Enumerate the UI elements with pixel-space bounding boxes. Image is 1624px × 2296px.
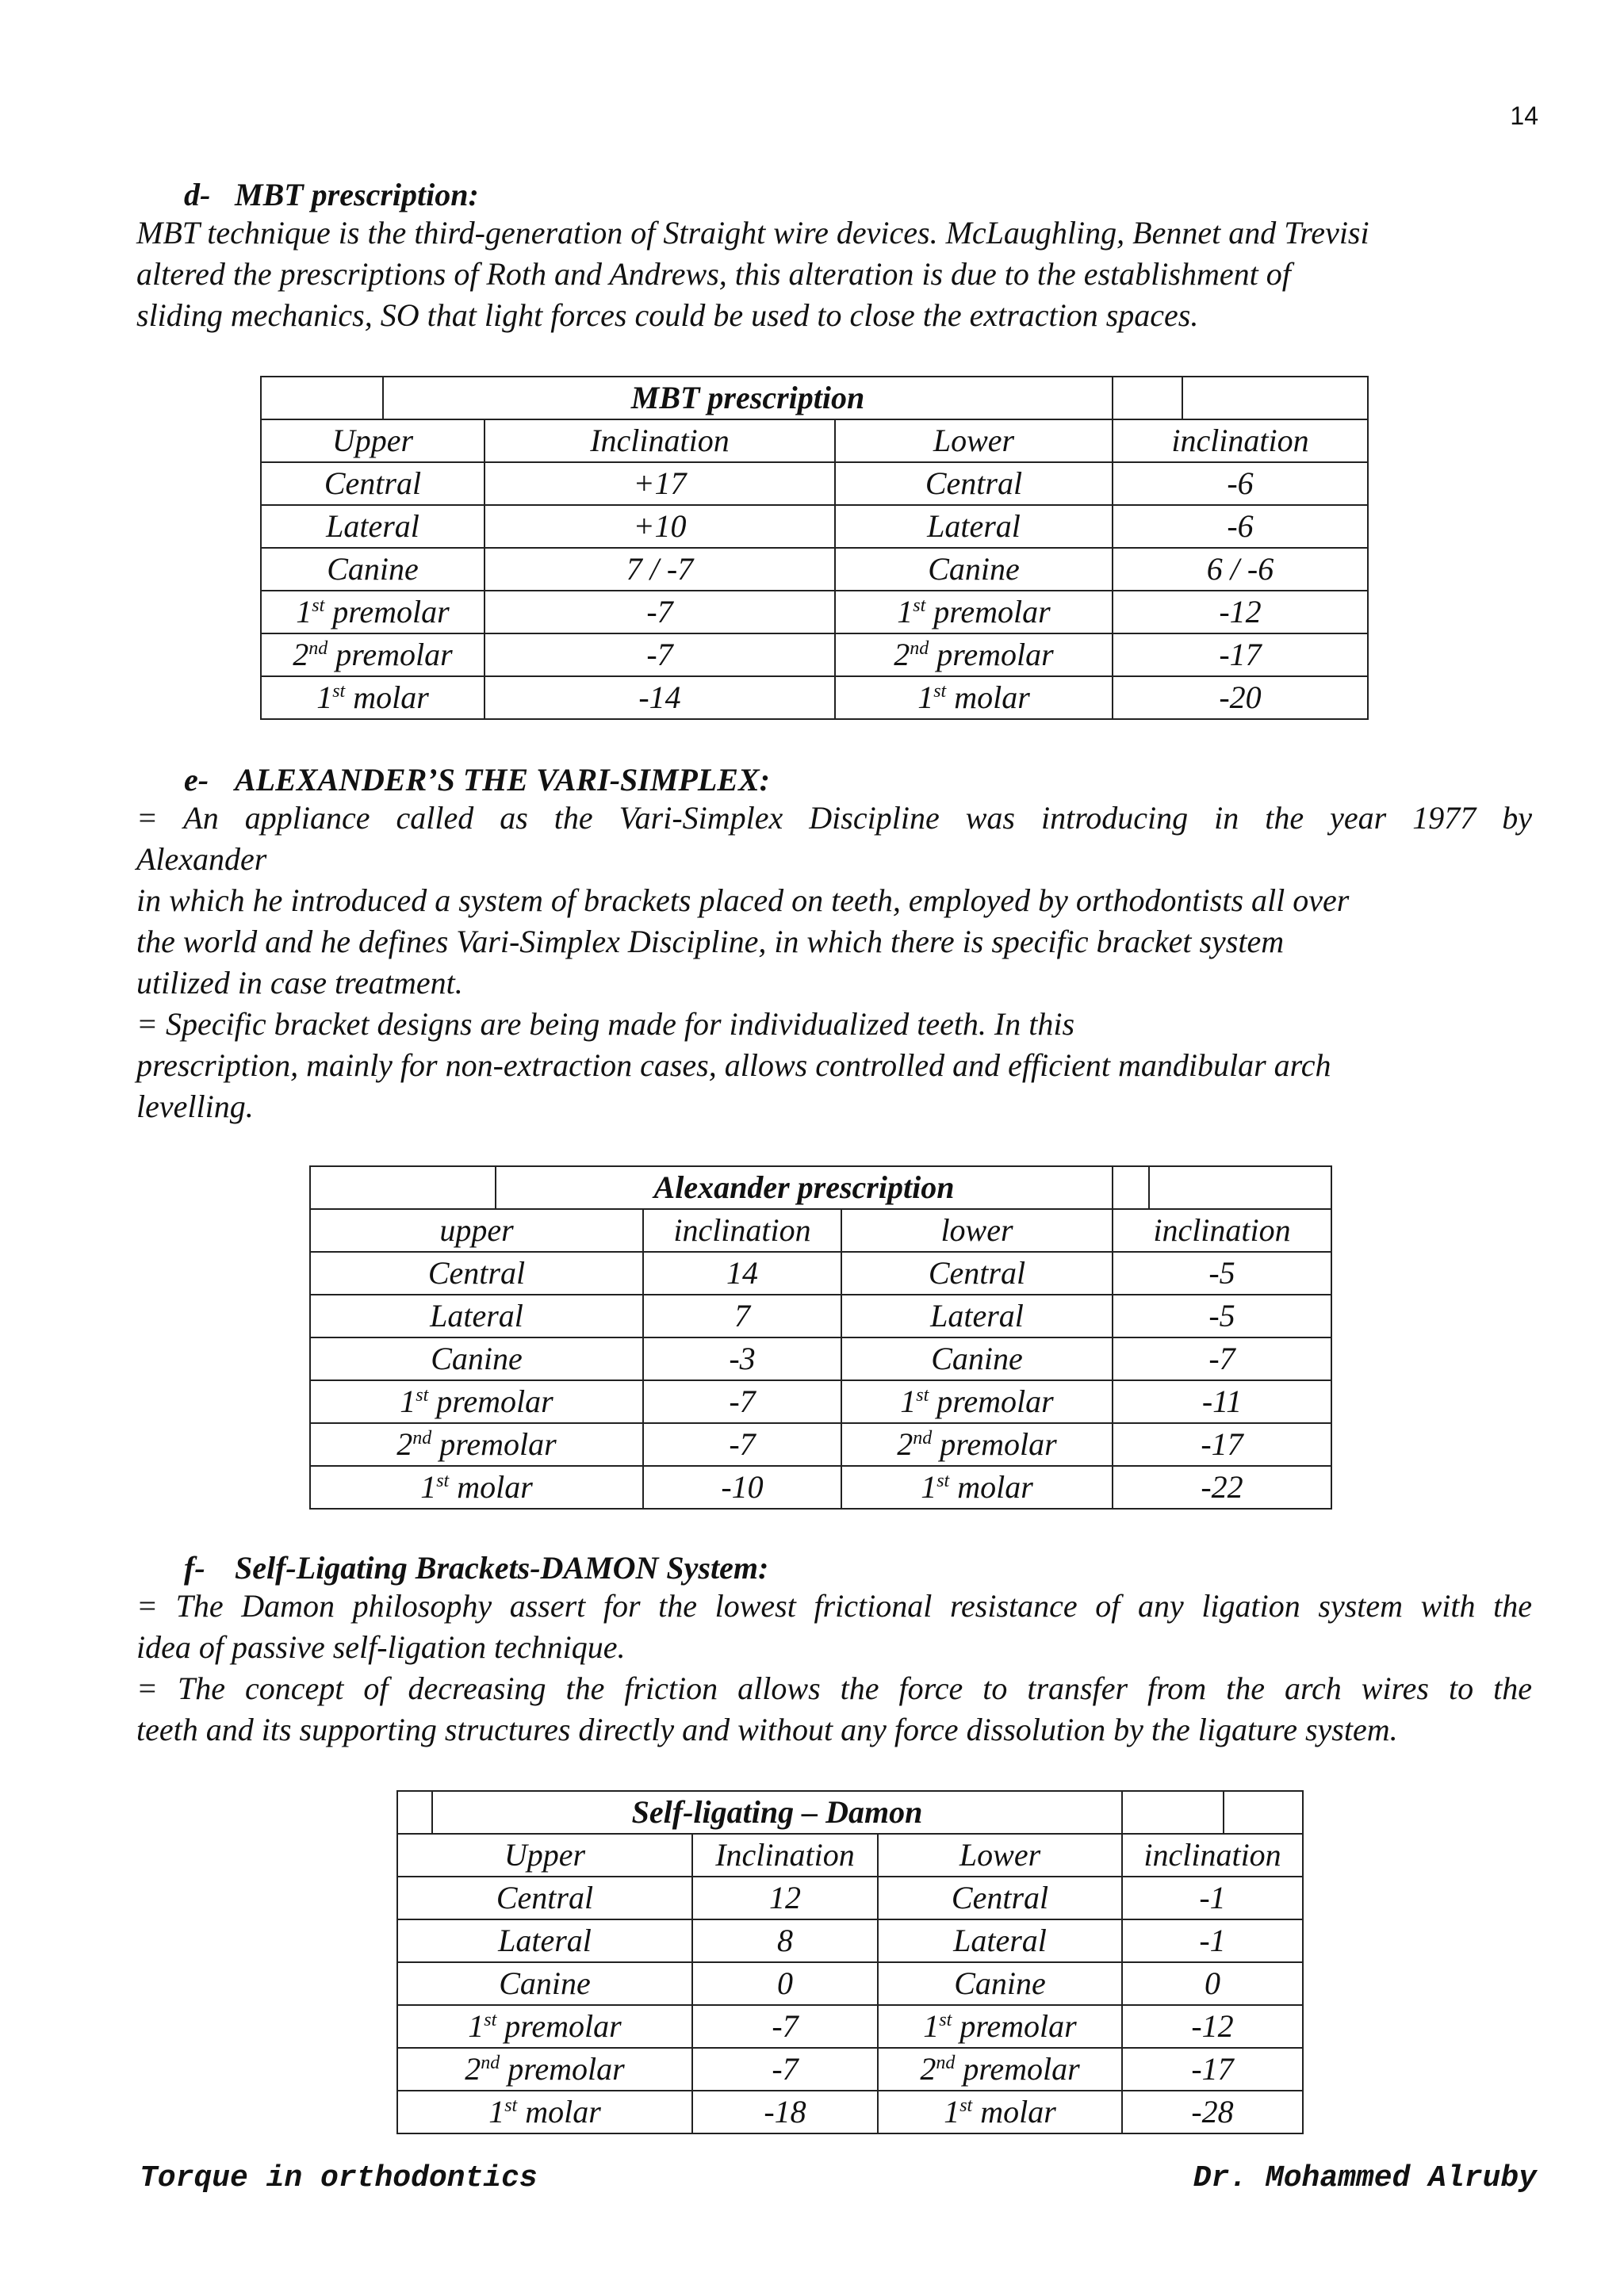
tooth-label: premolar [955, 2051, 1080, 2087]
lower-inclination-cell: -17 [1113, 1423, 1331, 1466]
paragraph-line: idea of passive self-ligation technique. [136, 1629, 626, 1665]
upper-tooth-cell [261, 676, 485, 719]
upper-inclination-cell: -7 [643, 1380, 841, 1423]
section-e-heading [184, 761, 770, 798]
table-row [397, 2048, 1303, 2091]
upper-tooth-cell [397, 2048, 692, 2091]
paragraph-line: teeth and its supporting structures directly and without any force dissolution by the ligature system. [136, 1712, 1398, 1747]
lower-inclination-cell: -22 [1113, 1466, 1331, 1509]
table-row [261, 591, 1368, 633]
paragraph-line: = Specific bracket designs are being made for individualized teeth. In this [136, 1006, 1075, 1042]
tooth-label: Central [925, 465, 1023, 501]
footer-title: Torque in orthodontics [140, 2161, 538, 2195]
table-header-row [310, 1209, 1331, 1252]
mbt-prescription-table [260, 376, 1369, 720]
column-header: inclination [1122, 1834, 1303, 1877]
tooth-label: Central [496, 1880, 594, 1915]
column-header: inclination [1113, 419, 1368, 462]
table-row [310, 1466, 1331, 1509]
empty-cell [1182, 377, 1368, 419]
tooth-label: 1 [944, 2094, 960, 2130]
tooth-label: Central [951, 1880, 1049, 1915]
lower-tooth-cell [878, 1877, 1122, 1919]
upper-tooth-cell [397, 2091, 692, 2133]
lower-inclination-cell: -12 [1122, 2005, 1303, 2048]
table-title: MBT prescription [383, 377, 1113, 419]
paragraph-line: Alexander [136, 841, 267, 877]
ordinal-suffix: nd [936, 2053, 956, 2073]
section-e-title: ALEXANDER’S THE VARI-SIMPLEX: [235, 762, 770, 798]
lower-inclination-cell: -1 [1122, 1877, 1303, 1919]
tooth-label: molar [449, 1469, 533, 1505]
table-row [261, 676, 1368, 719]
tooth-label: 2 [465, 2051, 481, 2087]
column-header: Lower [878, 1834, 1122, 1877]
table-row [397, 1962, 1303, 2005]
column-header: upper [310, 1209, 643, 1252]
tooth-label: premolar [929, 637, 1054, 672]
damon-prescription-table [396, 1790, 1304, 2134]
section-d-paragraph [136, 212, 1532, 336]
upper-inclination-cell: -3 [643, 1337, 841, 1380]
ordinal-suffix: st [959, 2095, 973, 2116]
upper-tooth-cell [397, 1919, 692, 1962]
empty-cell [1149, 1166, 1331, 1209]
upper-tooth-cell [261, 462, 485, 505]
ordinal-suffix: st [936, 1471, 950, 1491]
empty-cell [1113, 1166, 1149, 1209]
ordinal-suffix: st [312, 595, 325, 616]
tooth-label: Lateral [326, 508, 419, 544]
ordinal-suffix: st [933, 681, 947, 702]
lower-inclination-cell: -28 [1122, 2091, 1303, 2133]
section-f-heading [184, 1549, 768, 1586]
tooth-label: Lateral [930, 1298, 1024, 1334]
tooth-label: 1 [921, 1469, 937, 1505]
tooth-label: Lateral [953, 1923, 1047, 1958]
table-title: Alexander prescription [496, 1166, 1113, 1209]
tooth-label: premolar [952, 2008, 1077, 2044]
upper-tooth-cell [310, 1380, 643, 1423]
upper-inclination-cell: -7 [643, 1423, 841, 1466]
table-row [261, 548, 1368, 591]
upper-tooth-cell [261, 505, 485, 548]
table-title-row [310, 1166, 1331, 1209]
lower-inclination-cell: -5 [1113, 1252, 1331, 1295]
upper-tooth-cell [397, 1877, 692, 1919]
table-row [310, 1337, 1331, 1380]
lower-tooth-cell [841, 1337, 1113, 1380]
tooth-label: Canine [931, 1341, 1023, 1376]
upper-inclination-cell: 8 [692, 1919, 878, 1962]
lower-tooth-cell [878, 1919, 1122, 1962]
section-d-heading [184, 176, 479, 213]
tooth-label: premolar [925, 594, 1051, 629]
upper-tooth-cell [261, 548, 485, 591]
lower-inclination-cell: -20 [1113, 676, 1368, 719]
ordinal-suffix: nd [913, 1428, 933, 1448]
table-row [310, 1380, 1331, 1423]
lower-inclination-cell: -1 [1122, 1919, 1303, 1962]
paragraph-line: utilized in case treatment. [136, 965, 463, 1001]
lower-tooth-cell [841, 1295, 1113, 1337]
lower-inclination-cell: -7 [1113, 1337, 1331, 1380]
lower-tooth-cell [878, 2048, 1122, 2091]
lower-inclination-cell: 0 [1122, 1962, 1303, 2005]
upper-tooth-cell [310, 1337, 643, 1380]
paragraph-line: MBT technique is the third-generation of Straight wire devices. McLaughling, Bennet and Trevisi [136, 215, 1369, 251]
section-d-letter: d- [184, 177, 211, 212]
tooth-label: 1 [296, 594, 312, 629]
lower-inclination-cell: -5 [1113, 1295, 1331, 1337]
ordinal-suffix: st [416, 1385, 429, 1406]
ordinal-suffix: st [436, 1471, 450, 1491]
table-header-row [261, 419, 1368, 462]
column-header: lower [841, 1209, 1113, 1252]
lower-tooth-cell [835, 676, 1113, 719]
empty-cell [261, 377, 383, 419]
table-row [261, 462, 1368, 505]
paragraph-line: levelling. [136, 1089, 254, 1124]
tooth-label: premolar [932, 1426, 1057, 1462]
tooth-label: premolar [929, 1383, 1054, 1419]
lower-tooth-cell [841, 1252, 1113, 1295]
upper-inclination-cell: +10 [485, 505, 835, 548]
paragraph-line: sliding mechanics, SO that light forces could be used to close the extraction spaces. [136, 297, 1199, 333]
lower-inclination-cell: -12 [1113, 591, 1368, 633]
column-header: Upper [261, 419, 485, 462]
table-row [261, 505, 1368, 548]
table-title-row [261, 377, 1368, 419]
lower-tooth-cell [878, 2091, 1122, 2133]
ordinal-suffix: st [484, 2010, 497, 2030]
section-f-paragraph [136, 1586, 1532, 1751]
upper-inclination-cell: 7 [643, 1295, 841, 1337]
paragraph-line: = The Damon philosophy assert for the lowest frictional resistance of any ligation system with the [136, 1588, 1532, 1624]
tooth-label: Canine [928, 551, 1020, 587]
lower-tooth-cell [835, 548, 1113, 591]
tooth-label: Canine [954, 1965, 1046, 2001]
lower-inclination-cell: 6 / -6 [1113, 548, 1368, 591]
tooth-label: Canine [499, 1965, 591, 2001]
upper-tooth-cell [310, 1295, 643, 1337]
tooth-label: molar [946, 679, 1030, 715]
paragraph-line: in which he introduced a system of brackets placed on teeth, employed by orthodontists all over [136, 882, 1350, 918]
tooth-label: molar [972, 2094, 1056, 2130]
tooth-label: 1 [420, 1469, 437, 1505]
lower-tooth-cell [841, 1380, 1113, 1423]
empty-cell [1113, 377, 1182, 419]
empty-cell [1122, 1791, 1224, 1834]
table-row [397, 1877, 1303, 1919]
lower-tooth-cell [835, 505, 1113, 548]
tooth-label: molar [345, 679, 429, 715]
tooth-label: 2 [396, 1426, 413, 1462]
tooth-label: premolar [500, 2051, 625, 2087]
lower-inclination-cell: -6 [1113, 462, 1368, 505]
upper-inclination-cell: -7 [485, 591, 835, 633]
alexander-prescription-table [309, 1165, 1332, 1510]
tooth-label: molar [517, 2094, 601, 2130]
tooth-label: Central [324, 465, 422, 501]
tooth-label: Canine [327, 551, 419, 587]
tooth-label: 1 [468, 2008, 485, 2044]
lower-tooth-cell [835, 633, 1113, 676]
page-number: 14 [1510, 101, 1538, 130]
lower-inclination-cell: -17 [1113, 633, 1368, 676]
lower-tooth-cell [835, 591, 1113, 633]
upper-inclination-cell: -7 [692, 2048, 878, 2091]
lower-tooth-cell [878, 2005, 1122, 2048]
paragraph-line: prescription, mainly for non-extraction cases, allows controlled and efficient mandibular arch [136, 1047, 1331, 1083]
table-header-row [397, 1834, 1303, 1877]
tooth-label: Lateral [430, 1298, 523, 1334]
upper-inclination-cell: 7 / -7 [485, 548, 835, 591]
section-f-title: Self-Ligating Brackets-DAMON System: [235, 1550, 769, 1586]
section-d-title: MBT prescription: [235, 177, 479, 212]
section-e-letter: e- [184, 762, 209, 798]
table-row [397, 2091, 1303, 2133]
tooth-label: 2 [920, 2051, 936, 2087]
upper-tooth-cell [310, 1423, 643, 1466]
tooth-label: 1 [488, 2094, 505, 2130]
table-row [310, 1423, 1331, 1466]
upper-tooth-cell [397, 2005, 692, 2048]
ordinal-suffix: st [913, 595, 926, 616]
upper-tooth-cell [261, 591, 485, 633]
tooth-label: premolar [431, 1426, 557, 1462]
upper-inclination-cell: -18 [692, 2091, 878, 2133]
paragraph-line: altered the prescriptions of Roth and Andrews, this alteration is due to the establishment of [136, 256, 1291, 292]
ordinal-suffix: nd [412, 1428, 432, 1448]
tooth-label: premolar [428, 1383, 553, 1419]
upper-inclination-cell: 12 [692, 1877, 878, 1919]
tooth-label: 1 [923, 2008, 940, 2044]
upper-inclination-cell: 0 [692, 1962, 878, 2005]
upper-inclination-cell: -10 [643, 1466, 841, 1509]
ordinal-suffix: nd [481, 2053, 500, 2073]
upper-tooth-cell [310, 1466, 643, 1509]
upper-tooth-cell [261, 633, 485, 676]
ordinal-suffix: st [939, 2010, 952, 2030]
column-header: inclination [1113, 1209, 1331, 1252]
tooth-label: 1 [400, 1383, 416, 1419]
tooth-label: Lateral [927, 508, 1021, 544]
column-header: inclination [643, 1209, 841, 1252]
upper-inclination-cell: -7 [692, 2005, 878, 2048]
lower-inclination-cell: -11 [1113, 1380, 1331, 1423]
table-title: Self-ligating – Damon [432, 1791, 1122, 1834]
lower-tooth-cell [835, 462, 1113, 505]
paragraph-line: = An appliance called as the Vari-Simplex Discipline was introducing in the year 1977 by [136, 800, 1532, 836]
tooth-label: Central [427, 1255, 526, 1291]
ordinal-suffix: st [332, 681, 346, 702]
column-header: Upper [397, 1834, 692, 1877]
tooth-label: Lateral [498, 1923, 592, 1958]
section-f-letter: f- [184, 1550, 205, 1586]
ordinal-suffix: nd [308, 638, 328, 659]
upper-tooth-cell [310, 1252, 643, 1295]
column-header: Inclination [485, 419, 835, 462]
lower-inclination-cell: -6 [1113, 505, 1368, 548]
table-row [310, 1295, 1331, 1337]
tooth-label: 1 [316, 679, 333, 715]
upper-inclination-cell: -7 [485, 633, 835, 676]
tooth-label: 1 [897, 594, 914, 629]
lower-tooth-cell [841, 1423, 1113, 1466]
tooth-label: Canine [431, 1341, 523, 1376]
column-header: Inclination [692, 1834, 878, 1877]
tooth-label: 2 [293, 637, 309, 672]
tooth-label: premolar [324, 594, 450, 629]
tooth-label: 2 [894, 637, 910, 672]
upper-inclination-cell: +17 [485, 462, 835, 505]
table-row [397, 2005, 1303, 2048]
paragraph-line: = The concept of decreasing the friction allows the force to transfer from the arch wires to the [136, 1670, 1532, 1706]
upper-inclination-cell: -14 [485, 676, 835, 719]
paragraph-line: the world and he defines Vari-Simplex Discipline, in which there is specific bracket system [136, 924, 1285, 959]
tooth-label: Central [928, 1255, 1026, 1291]
tooth-label: premolar [327, 637, 453, 672]
ordinal-suffix: nd [910, 638, 929, 659]
lower-tooth-cell [878, 1962, 1122, 2005]
tooth-label: 1 [900, 1383, 917, 1419]
empty-cell [310, 1166, 496, 1209]
section-e-paragraph [136, 798, 1532, 1127]
tooth-label: 1 [917, 679, 934, 715]
table-title-row [397, 1791, 1303, 1834]
tooth-label: molar [949, 1469, 1033, 1505]
table-row [261, 633, 1368, 676]
tooth-label: premolar [496, 2008, 622, 2044]
tooth-label: 2 [897, 1426, 914, 1462]
upper-inclination-cell: 14 [643, 1252, 841, 1295]
empty-cell [397, 1791, 432, 1834]
column-header: Lower [835, 419, 1113, 462]
footer-author: Dr. Mohammed Alruby [1193, 2161, 1537, 2195]
ordinal-suffix: st [504, 2095, 518, 2116]
empty-cell [1224, 1791, 1303, 1834]
ordinal-suffix: st [916, 1385, 929, 1406]
lower-tooth-cell [841, 1466, 1113, 1509]
lower-inclination-cell: -17 [1122, 2048, 1303, 2091]
table-row [397, 1919, 1303, 1962]
table-row [310, 1252, 1331, 1295]
upper-tooth-cell [397, 1962, 692, 2005]
